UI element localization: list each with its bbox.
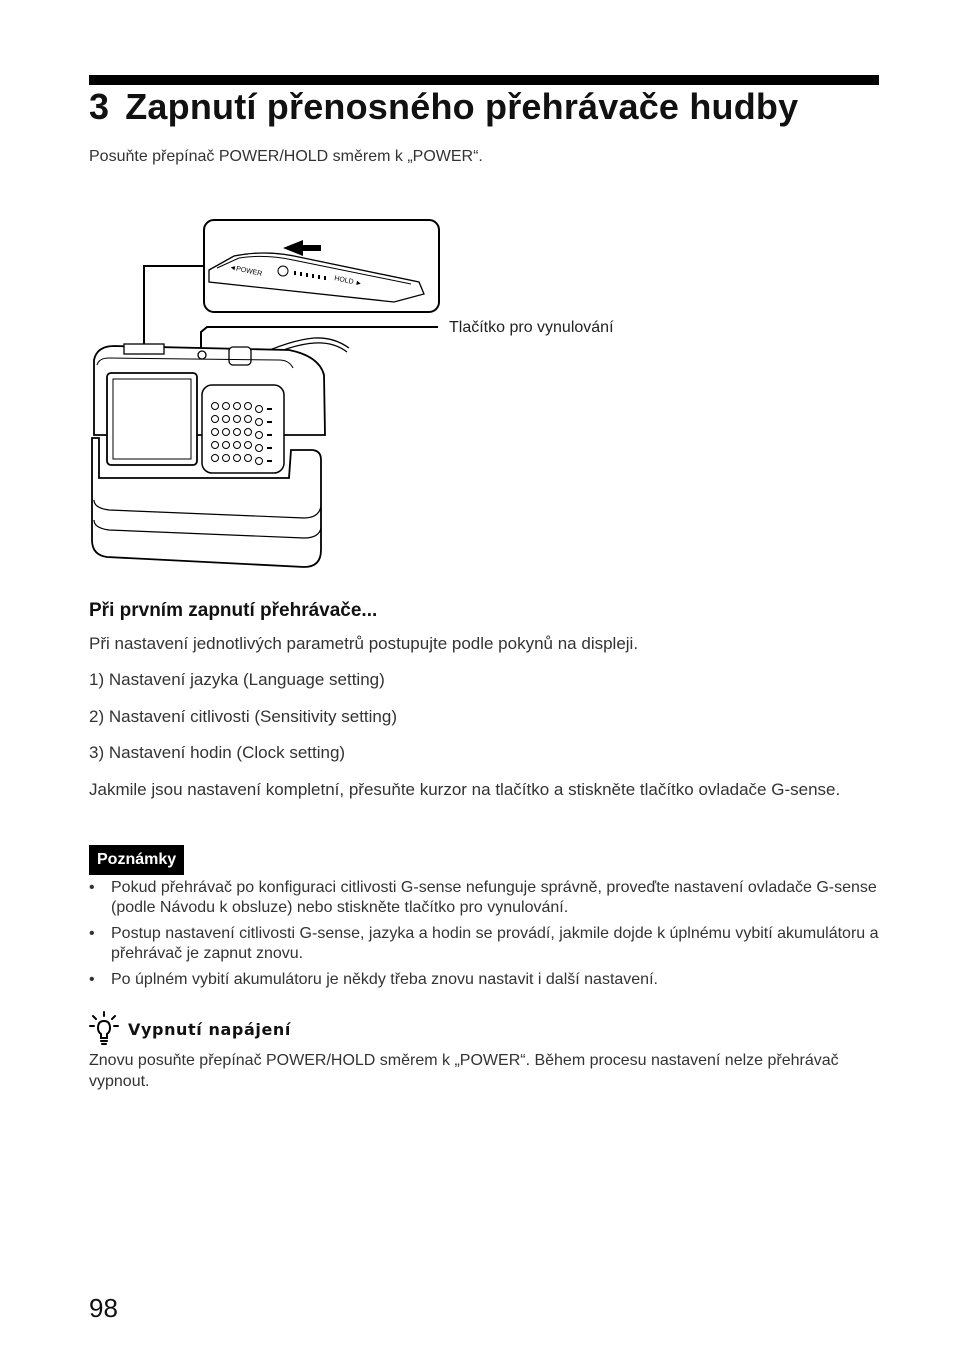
tip-title: Vypnutí napájení <box>128 1020 291 1039</box>
setup-step-language: 1) Nastavení jazyka (Language setting) <box>89 670 385 689</box>
bullet-icon: • <box>89 925 95 942</box>
notes-badge: Poznámky <box>89 845 184 875</box>
note-item <box>89 924 879 964</box>
section-number: 3 <box>89 86 110 127</box>
first-start-heading: Při prvním zapnutí přehrávače... <box>89 600 378 621</box>
page-title <box>89 86 798 128</box>
bullet-icon: • <box>89 971 95 988</box>
intro-text: Posuňte přepínač POWER/HOLD směrem k „POWER“. <box>89 148 483 165</box>
note-text: Po úplném vybití akumulátoru je někdy třeba znovu nastavit i další nastavení. <box>111 971 658 988</box>
player-illustration <box>89 210 449 580</box>
notes-list <box>89 878 879 996</box>
reset-button-callout: Tlačítko pro vynulování <box>449 319 614 336</box>
reset-button-icon <box>198 351 206 359</box>
bullet-icon: • <box>89 879 95 896</box>
title-rule <box>89 75 879 85</box>
hold-switch-label: HOLD ► <box>333 275 363 288</box>
note-text: Pokud přehrávač po konfiguraci citlivosti G-sense nefunguje správně, proveďte nastavení ovladače G-sense (podle Návodu k obsluze) nebo stiskněte tlačítko pro vynulování. <box>111 879 877 916</box>
title-text: Zapnutí přenosného přehrávače hudby <box>125 86 799 127</box>
note-item <box>89 970 879 990</box>
setup-step-sensitivity: 2) Nastavení citlivosti (Sensitivity setting) <box>89 707 397 726</box>
tip-text: Znovu posuňte přepínač POWER/HOLD směrem k „POWER“. Během procesu nastavení nelze přehrávač vypnout. <box>89 1052 839 1090</box>
lightbulb-icon <box>89 1011 119 1045</box>
page-number: 98 <box>89 1293 118 1323</box>
note-item <box>89 878 879 918</box>
power-switch-label: ◄POWER <box>228 264 263 278</box>
first-start-intro: Při nastavení jednotlivých parametrů postupujte podle pokynů na displeji. <box>89 634 639 653</box>
setup-step-clock: 3) Nastavení hodin (Clock setting) <box>89 743 346 762</box>
note-text: Postup nastavení citlivosti G-sense, jazyka a hodin se provádí, jakmile dojde k úplnému vybití akumulátoru a přehrávač je zapnut znovu. <box>111 925 879 962</box>
first-start-final: Jakmile jsou nastavení kompletní, přesuňte kurzor na tlačítko a stiskněte tlačítko ovladače G-sense. <box>89 780 841 799</box>
